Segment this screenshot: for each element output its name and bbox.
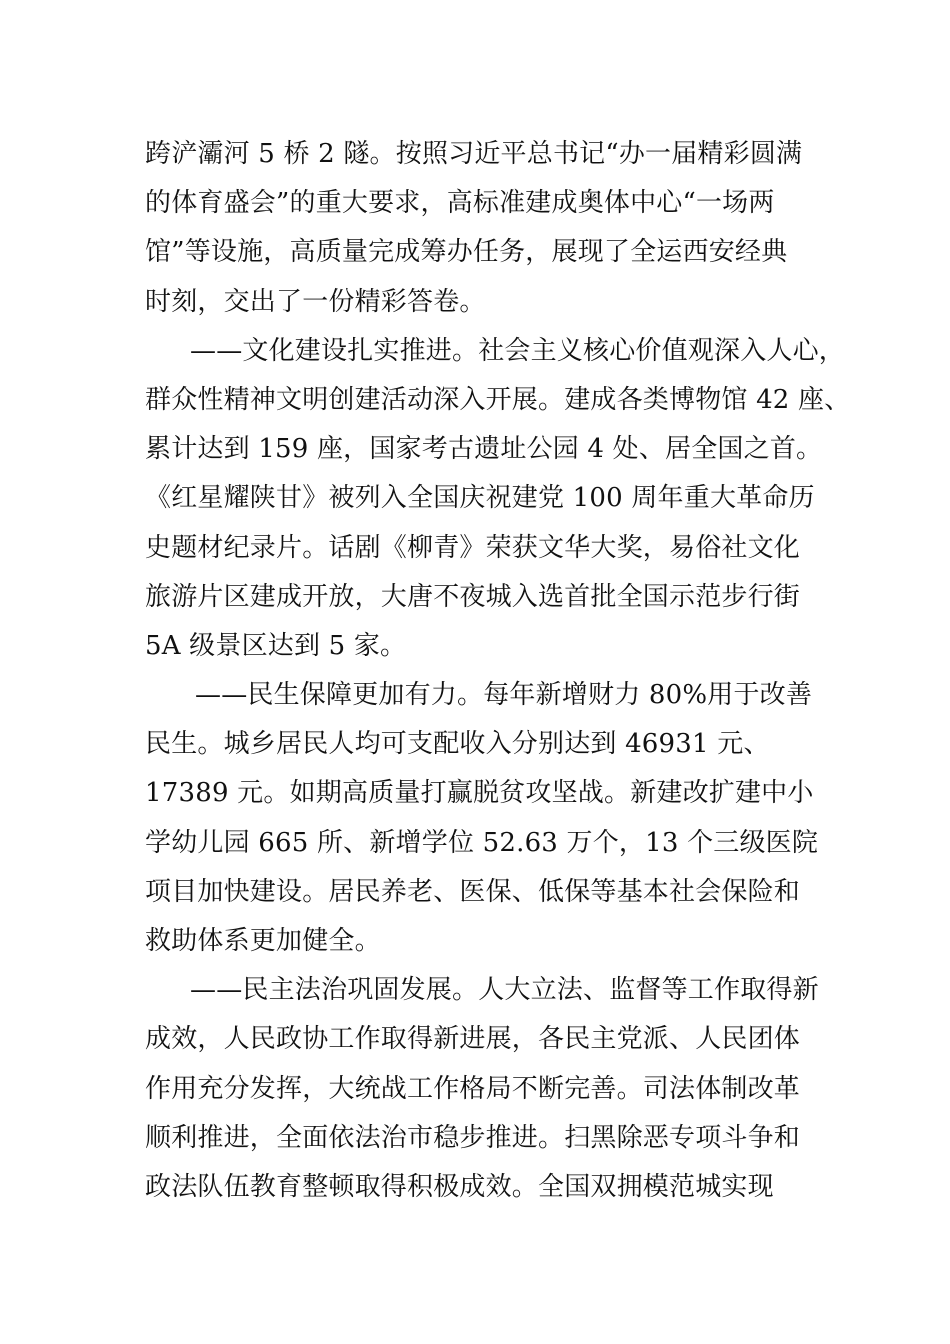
section-heading-livelihood: ——民生保障更加有力。每年新增财力 80%用于改善 — [195, 680, 813, 711]
text-line: 5A 级景区达到 5 家。 — [145, 630, 407, 661]
document-body — [145, 130, 851, 1212]
text-line: 跨浐灞河 5 桥 2 隧。按照习近平总书记“办一届精彩圆满 — [145, 139, 803, 169]
text-line: 时刻，交出了一份精彩答卷。 — [145, 286, 486, 317]
text-line: 馆”等设施，高质量完成筹办任务，展现了全运西安经典 — [145, 237, 788, 268]
text-line: 作用充分发挥，大统战工作格局不断完善。司法体制改革 — [145, 1073, 801, 1104]
text-line: 的体育盛会”的重大要求，高标准建成奥体中心“一场两 — [145, 188, 775, 219]
text-line: 顺利推进，全面依法治市稳步推进。扫黑除恶专项斗争和 — [145, 1122, 801, 1153]
text-line: 救助体系更加健全。 — [145, 926, 381, 956]
text-line: 民生。城乡居民人均可支配收入分别达到 46931 元、 — [145, 729, 770, 760]
text-line: 学幼儿园 665 所、新增学位 52.63 万个，13 个三级医院 — [145, 827, 819, 858]
text-line: 旅游片区建成开放，大唐不夜城入选首批全国示范步行街 — [145, 581, 801, 612]
text-line: 群众性精神文明创建活动深入开展。建成各类博物馆 42 座、 — [145, 384, 851, 415]
text-line: 17389 元。如期高质量打赢脱贫攻坚战。新建改扩建中小 — [145, 778, 814, 809]
text-line: 成效，人民政协工作取得新进展，各民主党派、人民团体 — [145, 1024, 801, 1055]
section-heading-culture: ——文化建设扎实推进。社会主义核心价值观深入人心， — [190, 335, 846, 366]
text-line: 政法队伍教育整顿取得积极成效。全国双拥模范城实现 — [145, 1171, 774, 1202]
text-line: 史题材纪录片。话剧《柳青》荣获文华大奖，易俗社文化 — [145, 532, 801, 563]
section-heading-democracy: ——民主法治巩固发展。人大立法、监督等工作取得新 — [190, 975, 819, 1006]
text-line: 累计达到 159 座，国家考古遗址公园 4 处、居全国之首。 — [145, 434, 823, 465]
text-line: 项目加快建设。居民养老、医保、低保等基本社会保险和 — [145, 876, 801, 907]
text-line: 《红星耀陕甘》被列入全国庆祝建党 100 周年重大革命历 — [145, 483, 815, 514]
